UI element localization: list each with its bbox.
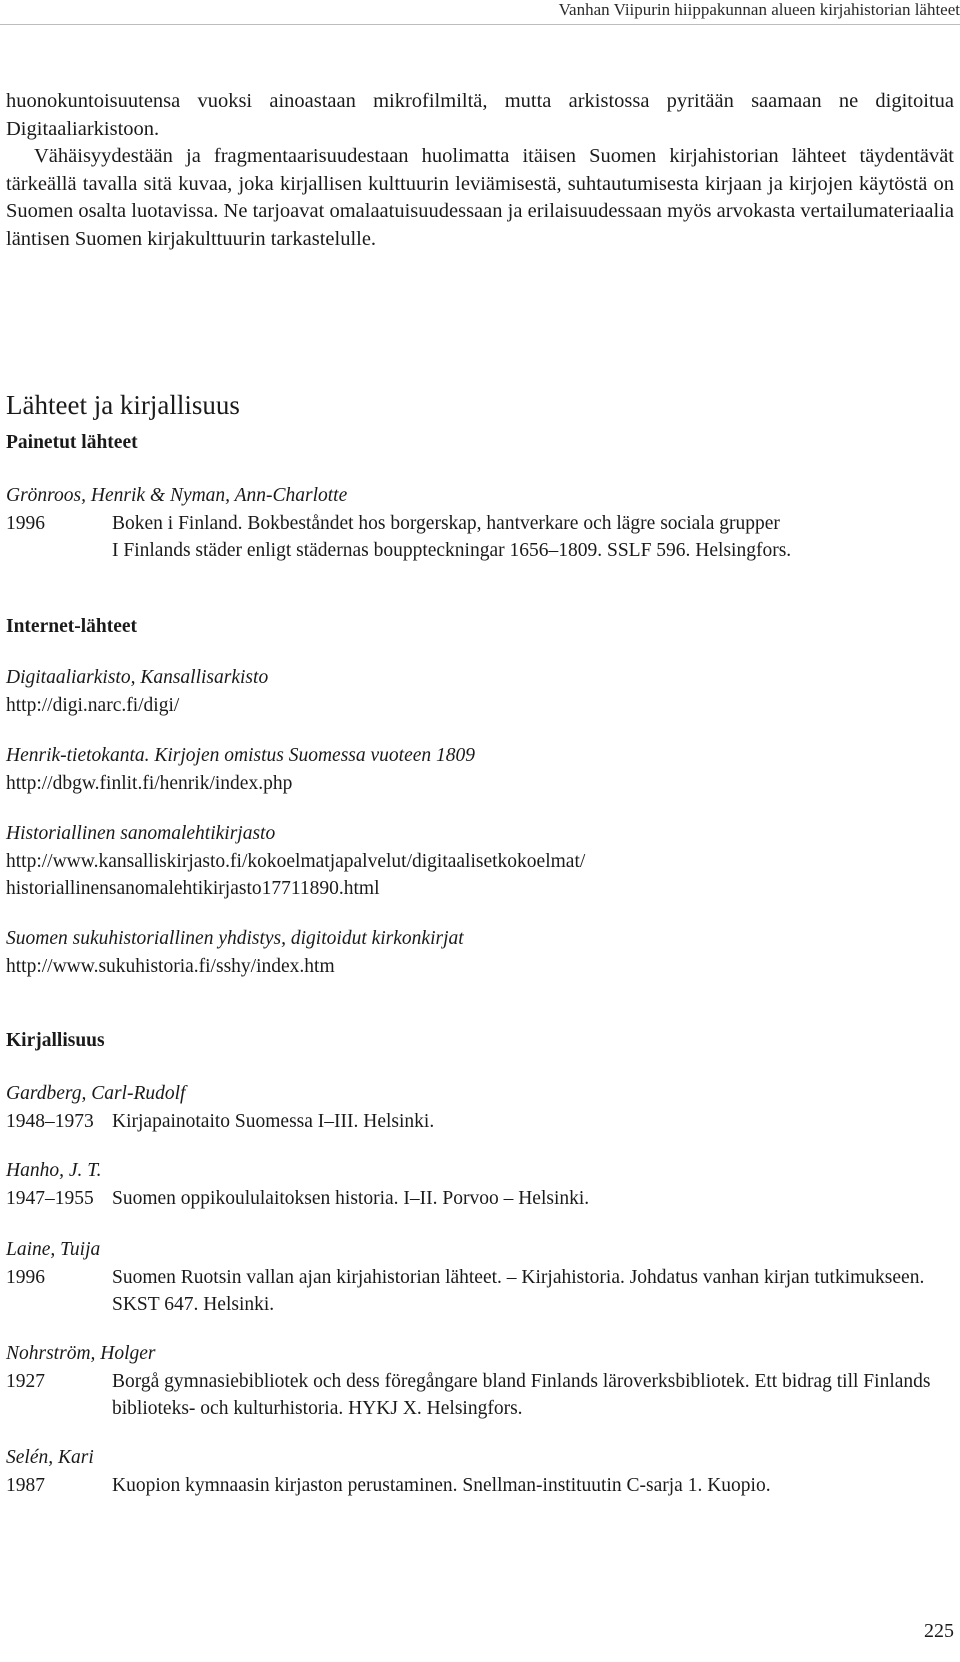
source-title <box>6 742 954 770</box>
entry-row <box>6 1264 954 1319</box>
entry-year: 1948–1973 <box>6 1110 94 1132</box>
entry-row <box>6 1185 954 1213</box>
entry-year: 1927 <box>6 1370 45 1392</box>
entry-year: 1947–1955 <box>6 1187 94 1209</box>
entry-author: Gardberg, Carl-Rudolf <box>6 1083 186 1104</box>
source-title-part-2: Kirjojen omistus Suomessa vuoteen 1809 <box>149 745 476 766</box>
printed-source-entry <box>6 482 954 565</box>
literature-item <box>6 1444 954 1499</box>
source-title: Suomen sukuhistoriallinen yhdistys, digitoidut kirkonkirjat <box>6 928 464 949</box>
literature-item <box>6 1080 954 1135</box>
section-title: Lähteet ja kirjallisuus <box>6 390 240 420</box>
entry-reference: Borgå gymnasiebibliotek och dess föregångare bland Finlands läroverksbibliotek. Ett bidrag till Finlands biblioteks- och kulturhistoria. HYKJ X. Helsingfors. <box>112 1370 931 1419</box>
internet-sources-heading: Internet-lähteet <box>6 616 138 637</box>
entry-year: 1996 <box>6 1266 45 1288</box>
source-link-line-1[interactable]: http://www.kansalliskirjasto.fi/kokoelmatjapalvelut/digitaalisetkokoelmat/ <box>6 850 586 872</box>
entry-reference-line-1: Boken i Finland. Bokbeståndet hos borgerskap, hantverkare och lägre sociala grupper <box>112 512 780 534</box>
entry-author: Selén, Kari <box>6 1447 94 1468</box>
entry-author: Grönroos, Henrik & Nyman, Ann-Charlotte <box>6 485 348 506</box>
entry-row <box>6 1108 954 1136</box>
internet-source-item <box>6 925 954 980</box>
entry-year: 1996 <box>6 512 45 534</box>
literature-item <box>6 1236 954 1319</box>
entry-reference-line-2: I Finlands städer enligt städernas bouppteckningar 1656–1809. SSLF 596. Helsingfors. <box>112 540 792 561</box>
printed-sources-heading: Painetut lähteet <box>6 432 138 453</box>
source-link[interactable]: http://digi.narc.fi/digi/ <box>6 694 180 716</box>
entry-row <box>6 1368 954 1423</box>
literature-item <box>6 1340 954 1423</box>
running-head-text: Vanhan Viipurin hiippakunnan alueen kirjahistorian lähteet <box>558 0 960 19</box>
internet-source-item <box>6 820 954 903</box>
entry-row <box>6 510 954 565</box>
literature-heading: Kirjallisuus <box>6 1030 105 1051</box>
entry-reference: Suomen oppikoululaitoksen historia. I–II. Porvoo – Helsinki. <box>112 1187 590 1209</box>
paragraph-1: huonokuntoisuutensa vuoksi ainoastaan mikrofilmiltä, mutta arkistossa pyritään saamaan ne digitoitua Digitaaliarkistoon. <box>6 90 954 140</box>
entry-reference: Kirjapainotaito Suomessa I–III. Helsinki. <box>112 1110 435 1132</box>
header-divider <box>0 24 960 25</box>
entry-row <box>6 1472 954 1500</box>
entry-author: Nohrström, Holger <box>6 1343 156 1364</box>
entry-reference: Kuopion kymnaasin kirjaston perustaminen. Snellman-instituutin C-sarja 1. Kuopio. <box>112 1474 771 1496</box>
body-text <box>6 88 954 253</box>
paragraph-2: Vähäisyydestään ja fragmentaarisuudestaan huolimatta itäisen Suomen kirjahistorian lähteet täydentävät tärkeällä tavalla sitä kuvaa, joka kirjallisen kulttuurin leviämisestä, suhtautumisesta kirjaan ja kirjojen käytöstä on Suomen osalta luotavissa. Ne tarjoavat omalaatuisuudessaan ja erilaisuudessaan myös arvokasta vertailumateriaalia läntisen Suomen kirjakulttuurin tarkastelulle. <box>6 145 954 250</box>
literature-item <box>6 1157 954 1212</box>
source-title: Digitaaliarkisto, Kansallisarkisto <box>6 667 269 688</box>
source-link[interactable]: http://dbgw.finlit.fi/henrik/index.php <box>6 772 293 794</box>
entry-author: Laine, Tuija <box>6 1239 101 1260</box>
entry-year: 1987 <box>6 1474 45 1496</box>
entry-reference <box>112 510 954 565</box>
source-title-part-1: Henrik-tietokanta. <box>6 745 150 766</box>
source-link-line-2[interactable]: historiallinensanomalehtikirjasto17711890.html <box>6 878 380 899</box>
running-head <box>0 0 960 24</box>
entry-reference: Suomen Ruotsin vallan ajan kirjahistorian lähteet. – Kirjahistoria. Johdatus vanhan kirjan tutkimukseen. SKST 647. Helsinki. <box>112 1266 925 1315</box>
page-number: 225 <box>924 1620 954 1642</box>
source-link[interactable]: http://www.sukuhistoria.fi/sshy/index.htm <box>6 955 335 977</box>
source-title: Historiallinen sanomalehtikirjasto <box>6 823 276 844</box>
internet-source-item <box>6 664 954 719</box>
internet-source-item <box>6 742 954 797</box>
entry-author: Hanho, J. T. <box>6 1160 102 1181</box>
